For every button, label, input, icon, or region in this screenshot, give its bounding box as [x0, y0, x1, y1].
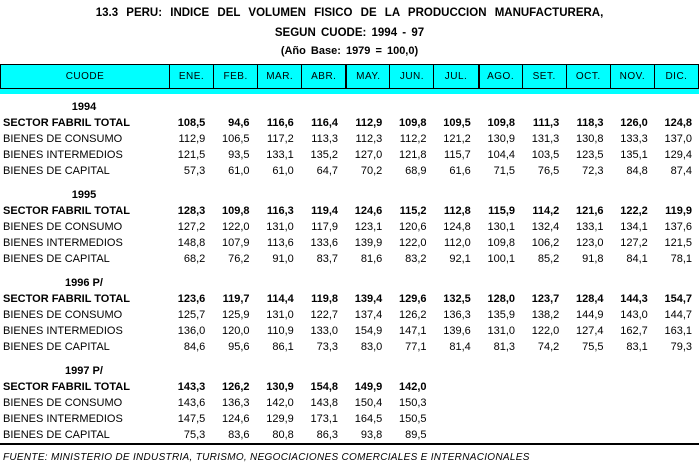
- cell-value: 128,3: [177, 205, 206, 217]
- cell-value: 135,2: [310, 149, 338, 161]
- cell-value: [478, 427, 522, 443]
- cell-value: 112,3: [355, 133, 383, 145]
- column-header-month: DIC.: [654, 65, 698, 88]
- cell-value: 124,6: [354, 205, 383, 217]
- cell-value: 123,5: [575, 149, 604, 161]
- cell-value: 117,2: [267, 133, 294, 145]
- cell-value: 121,6: [575, 205, 604, 217]
- cell-value: 137,4: [354, 309, 383, 321]
- cell-value: 61,0: [272, 165, 294, 177]
- cell-value: 74,2: [537, 341, 560, 353]
- row-label: BIENES INTERMEDIOS: [3, 413, 123, 425]
- table-row: [0, 131, 699, 147]
- cell-value: 135,9: [487, 309, 515, 321]
- column-header-month: OCT.: [566, 65, 610, 88]
- cell-value: 143,8: [310, 397, 338, 409]
- cell-value: 127,2: [620, 237, 648, 249]
- cell-value: 115,9: [488, 205, 515, 217]
- cell-value: 114,2: [532, 205, 560, 217]
- table-row: [0, 251, 699, 267]
- cell-value: 133,1: [575, 221, 604, 233]
- cell-value: 106,5: [221, 133, 250, 145]
- cell-value: 128,4: [575, 293, 604, 305]
- cell-value: 148,8: [177, 237, 206, 249]
- column-header-month: NOV.: [610, 65, 654, 88]
- cell-value: 109,8: [487, 117, 515, 129]
- table-row: [0, 115, 699, 131]
- cell-value: [655, 427, 699, 443]
- cell-value: 107,9: [221, 237, 250, 249]
- cell-value: 122,0: [531, 325, 560, 337]
- cell-value: 121,5: [664, 237, 692, 249]
- cell-value: 142,0: [398, 381, 427, 393]
- cell-value: [655, 411, 699, 427]
- row-label: BIENES DE CONSUMO: [3, 221, 123, 233]
- cell-value: [434, 395, 478, 411]
- cell-value: [522, 427, 566, 443]
- table-row: [0, 411, 699, 427]
- cell-value: 139,4: [354, 293, 383, 305]
- cell-value: 86,3: [316, 429, 338, 441]
- cell-value: 147,5: [177, 413, 206, 425]
- cell-value: 121,5: [177, 149, 206, 161]
- year-heading: 1995: [71, 189, 97, 201]
- cell-value: 104,4: [487, 149, 515, 161]
- table-row: [0, 307, 699, 323]
- row-label: BIENES DE CONSUMO: [3, 397, 123, 409]
- cell-value: 125,7: [177, 309, 206, 321]
- year-section: [0, 363, 699, 443]
- cell-value: 143,3: [177, 381, 206, 393]
- table-row: [0, 235, 699, 251]
- row-label: BIENES DE CAPITAL: [3, 341, 110, 353]
- table-row: [0, 163, 699, 179]
- cell-value: 150,4: [354, 397, 383, 409]
- cell-value: 92,1: [449, 253, 471, 265]
- cell-value: [566, 379, 610, 395]
- cell-value: [655, 395, 699, 411]
- cell-value: 117,9: [311, 221, 338, 233]
- column-header-cuode: CUODE: [65, 71, 105, 82]
- cell-value: 77,1: [405, 341, 427, 353]
- column-header-month: ENE.: [169, 65, 213, 88]
- table-row: [0, 291, 699, 307]
- cell-value: 136,3: [221, 397, 250, 409]
- cell-value: 103,5: [531, 149, 560, 161]
- column-header-month: AGO.: [478, 65, 522, 88]
- cell-value: 125,9: [221, 309, 250, 321]
- cell-value: 68,9: [405, 165, 427, 177]
- cell-value: 85,2: [537, 253, 560, 265]
- cell-value: 143,0: [620, 309, 648, 321]
- row-label: SECTOR FABRIL TOTAL: [3, 381, 130, 393]
- cell-value: 135,1: [620, 149, 648, 161]
- cell-value: 61,6: [449, 165, 471, 177]
- row-label: SECTOR FABRIL TOTAL: [3, 293, 130, 305]
- cell-value: 131,3: [531, 133, 560, 145]
- cell-value: 119,9: [665, 205, 692, 217]
- cell-value: [434, 411, 478, 427]
- cell-value: 122,7: [310, 309, 338, 321]
- cell-value: 95,6: [228, 341, 250, 353]
- table-header-row: [0, 64, 699, 89]
- cell-value: 79,3: [670, 341, 692, 353]
- cell-value: 73,3: [316, 341, 338, 353]
- cell-value: 113,3: [311, 133, 338, 145]
- cell-value: [522, 395, 566, 411]
- cell-value: [611, 411, 655, 427]
- cell-value: 80,8: [272, 429, 294, 441]
- cell-value: 109,5: [443, 117, 471, 129]
- cell-value: 112,9: [178, 133, 206, 145]
- cell-value: 110,9: [267, 325, 294, 337]
- cell-value: 114,4: [266, 293, 294, 305]
- cell-value: [522, 379, 566, 395]
- cell-value: [611, 395, 655, 411]
- cell-value: 123,0: [575, 237, 604, 249]
- cell-value: 126,0: [620, 117, 648, 129]
- cell-value: 68,2: [183, 253, 206, 265]
- cell-value: 87,4: [670, 165, 692, 177]
- cell-value: 131,0: [266, 309, 294, 321]
- cell-value: 126,2: [398, 309, 427, 321]
- cell-value: 132,4: [531, 221, 560, 233]
- cell-value: 116,6: [266, 117, 294, 129]
- cell-value: 149,9: [354, 381, 383, 393]
- cell-value: 143,6: [177, 397, 206, 409]
- cell-value: 144,3: [620, 293, 648, 305]
- cell-value: 137,6: [664, 221, 692, 233]
- table-subtitle: SEGUN CUODE: 1994 - 97: [274, 27, 425, 39]
- source-note: FUENTE: MINISTERIO DE INDUSTRIA, TURISMO, NEGOCIACIONES COMERCIALES E INTERNACIONALES: [3, 452, 530, 463]
- cell-value: 154,8: [310, 381, 338, 393]
- column-header-month: MAR.: [257, 65, 301, 88]
- cell-value: 119,8: [311, 293, 338, 305]
- cell-value: [478, 411, 522, 427]
- cell-value: 131,0: [266, 221, 294, 233]
- cell-value: 70,2: [360, 165, 383, 177]
- table-row: [0, 339, 699, 355]
- cell-value: 127,0: [354, 149, 383, 161]
- cell-value: 112,9: [355, 117, 383, 129]
- cell-value: 116,4: [311, 117, 338, 129]
- cell-value: 106,2: [531, 237, 560, 249]
- cell-value: 150,5: [398, 413, 427, 425]
- cell-value: 119,7: [222, 293, 250, 305]
- row-label: BIENES DE CAPITAL: [3, 253, 110, 265]
- cell-value: 121,8: [398, 149, 427, 161]
- cell-value: 139,9: [354, 237, 383, 249]
- cell-value: 112,2: [399, 133, 427, 145]
- cell-value: 173,1: [310, 413, 338, 425]
- cell-value: 120,6: [398, 221, 427, 233]
- cell-value: 112,0: [444, 237, 471, 249]
- cell-value: 76,5: [537, 165, 560, 177]
- cell-value: 144,9: [575, 309, 604, 321]
- cell-value: 163,1: [664, 325, 692, 337]
- cell-value: 84,1: [626, 253, 648, 265]
- year-heading: 1996 P/: [65, 277, 103, 289]
- cell-value: 76,2: [228, 253, 250, 265]
- column-header-month: JUL.: [433, 65, 477, 88]
- row-label: BIENES INTERMEDIOS: [3, 237, 123, 249]
- cell-value: 128,0: [487, 293, 515, 305]
- cell-value: 134,1: [620, 221, 648, 233]
- table-body: [0, 99, 699, 451]
- cell-value: [434, 379, 478, 395]
- cell-value: [566, 427, 610, 443]
- cell-value: 89,5: [405, 429, 427, 441]
- cell-value: 154,9: [354, 325, 383, 337]
- table-row: [0, 219, 699, 235]
- cell-value: 130,9: [487, 133, 515, 145]
- cell-value: 162,7: [620, 325, 648, 337]
- table-title: 13.3 PERU: INDICE DEL VOLUMEN FISICO DE LA PRODUCCION MANUFACTURERA,: [95, 7, 604, 19]
- cell-value: 130,1: [487, 221, 515, 233]
- table-row: [0, 323, 699, 339]
- cell-value: 124,6: [221, 413, 250, 425]
- cell-value: 131,0: [487, 325, 515, 337]
- row-label: SECTOR FABRIL TOTAL: [3, 117, 130, 129]
- cell-value: 81,3: [493, 341, 515, 353]
- row-label: SECTOR FABRIL TOTAL: [3, 205, 130, 217]
- cell-value: 124,8: [664, 117, 692, 129]
- cell-value: 116,3: [266, 205, 294, 217]
- cell-value: 84,8: [626, 165, 648, 177]
- cell-value: 64,7: [316, 165, 338, 177]
- cell-value: 119,4: [311, 205, 338, 217]
- cell-value: 133,1: [266, 149, 294, 161]
- cell-value: 138,2: [531, 309, 560, 321]
- row-label: BIENES DE CONSUMO: [3, 309, 123, 321]
- cell-value: 57,3: [183, 165, 206, 177]
- row-label: BIENES INTERMEDIOS: [3, 325, 123, 337]
- cell-value: [655, 379, 699, 395]
- cell-value: 129,6: [398, 293, 427, 305]
- cell-value: 139,6: [443, 325, 471, 337]
- cell-value: 109,8: [398, 117, 427, 129]
- row-label: BIENES DE CONSUMO: [3, 133, 123, 145]
- row-label: BIENES DE CAPITAL: [3, 429, 110, 441]
- cell-value: 84,6: [183, 341, 206, 353]
- cell-value: [611, 379, 655, 395]
- cell-value: 91,8: [582, 253, 604, 265]
- header-strip: [0, 89, 699, 94]
- table-row: [0, 395, 699, 411]
- cell-value: 86,1: [272, 341, 294, 353]
- cell-value: 133,0: [310, 325, 338, 337]
- cell-value: 164,5: [354, 413, 383, 425]
- cell-value: 94,6: [228, 117, 250, 129]
- cell-value: 81,6: [360, 253, 383, 265]
- cell-value: 83,7: [316, 253, 338, 265]
- cell-value: 127,4: [575, 325, 604, 337]
- cell-value: 109,8: [487, 237, 515, 249]
- cell-value: [478, 395, 522, 411]
- table-row: [0, 203, 699, 219]
- cell-value: [566, 395, 610, 411]
- cell-value: 130,8: [575, 133, 604, 145]
- cell-value: 72,3: [582, 165, 604, 177]
- cell-value: 123,7: [531, 293, 560, 305]
- cell-value: 93,5: [228, 149, 250, 161]
- cell-value: 108,5: [177, 117, 206, 129]
- row-label: BIENES INTERMEDIOS: [3, 149, 123, 161]
- cell-value: 78,1: [670, 253, 692, 265]
- cell-value: [611, 427, 655, 443]
- cell-value: 127,2: [177, 221, 206, 233]
- cell-value: 61,0: [228, 165, 250, 177]
- column-header-month: ABR.: [301, 65, 345, 88]
- cell-value: 115,2: [399, 205, 427, 217]
- row-label: BIENES DE CAPITAL: [3, 165, 110, 177]
- cell-value: 83,6: [228, 429, 250, 441]
- cell-value: 132,5: [443, 293, 471, 305]
- cell-value: 133,6: [310, 237, 338, 249]
- cell-value: 123,1: [354, 221, 383, 233]
- cell-value: 133,3: [620, 133, 648, 145]
- cell-value: 122,0: [221, 221, 250, 233]
- cell-value: [434, 427, 478, 443]
- cell-value: 93,8: [360, 429, 383, 441]
- column-header-month: JUN.: [389, 65, 433, 88]
- cell-value: 75,5: [582, 341, 604, 353]
- table-row: [0, 427, 699, 443]
- cell-value: 120,0: [221, 325, 250, 337]
- cell-value: 147,1: [398, 325, 427, 337]
- column-header-month: FEB.: [213, 65, 257, 88]
- cell-value: 115,7: [444, 149, 471, 161]
- table-bottom-rule: [0, 443, 699, 445]
- column-header-month: MAY.: [345, 65, 389, 88]
- cell-value: [522, 411, 566, 427]
- cell-value: 124,8: [443, 221, 471, 233]
- cell-value: 122,0: [398, 237, 427, 249]
- cell-value: 129,4: [664, 149, 692, 161]
- cell-value: [566, 411, 610, 427]
- cell-value: 109,8: [221, 205, 250, 217]
- cell-value: [478, 379, 522, 395]
- cell-value: 83,0: [360, 341, 383, 353]
- cell-value: 122,2: [620, 205, 648, 217]
- year-heading: 1994: [71, 101, 97, 113]
- year-section: [0, 275, 699, 355]
- cell-value: 111,3: [532, 117, 560, 129]
- cell-value: 83,2: [405, 253, 427, 265]
- cell-value: 123,6: [177, 293, 206, 305]
- base-year-note: (Año Base: 1979 = 100,0): [280, 45, 419, 57]
- cell-value: 81,4: [449, 341, 471, 353]
- cell-value: 75,3: [183, 429, 206, 441]
- cell-value: 113,6: [267, 237, 294, 249]
- cell-value: 118,3: [576, 117, 604, 129]
- year-section: [0, 187, 699, 267]
- cell-value: 142,0: [266, 397, 294, 409]
- cell-value: 137,0: [664, 133, 692, 145]
- cell-value: 144,7: [664, 309, 692, 321]
- cell-value: 91,0: [272, 253, 294, 265]
- table-row: [0, 147, 699, 163]
- table-row: [0, 379, 699, 395]
- cell-value: 121,2: [443, 133, 471, 145]
- cell-value: 100,1: [487, 253, 515, 265]
- cell-value: 130,9: [266, 381, 294, 393]
- cell-value: 154,7: [664, 293, 692, 305]
- cell-value: 136,0: [177, 325, 206, 337]
- cell-value: 71,5: [493, 165, 515, 177]
- column-header-month: SET.: [522, 65, 566, 88]
- cell-value: 150,3: [398, 397, 427, 409]
- cell-value: 126,2: [221, 381, 250, 393]
- year-heading: 1997 P/: [65, 365, 103, 377]
- year-section: [0, 99, 699, 179]
- cell-value: 83,1: [626, 341, 648, 353]
- cell-value: 129,9: [266, 413, 294, 425]
- cell-value: 112,8: [443, 205, 471, 217]
- cell-value: 136,3: [443, 309, 471, 321]
